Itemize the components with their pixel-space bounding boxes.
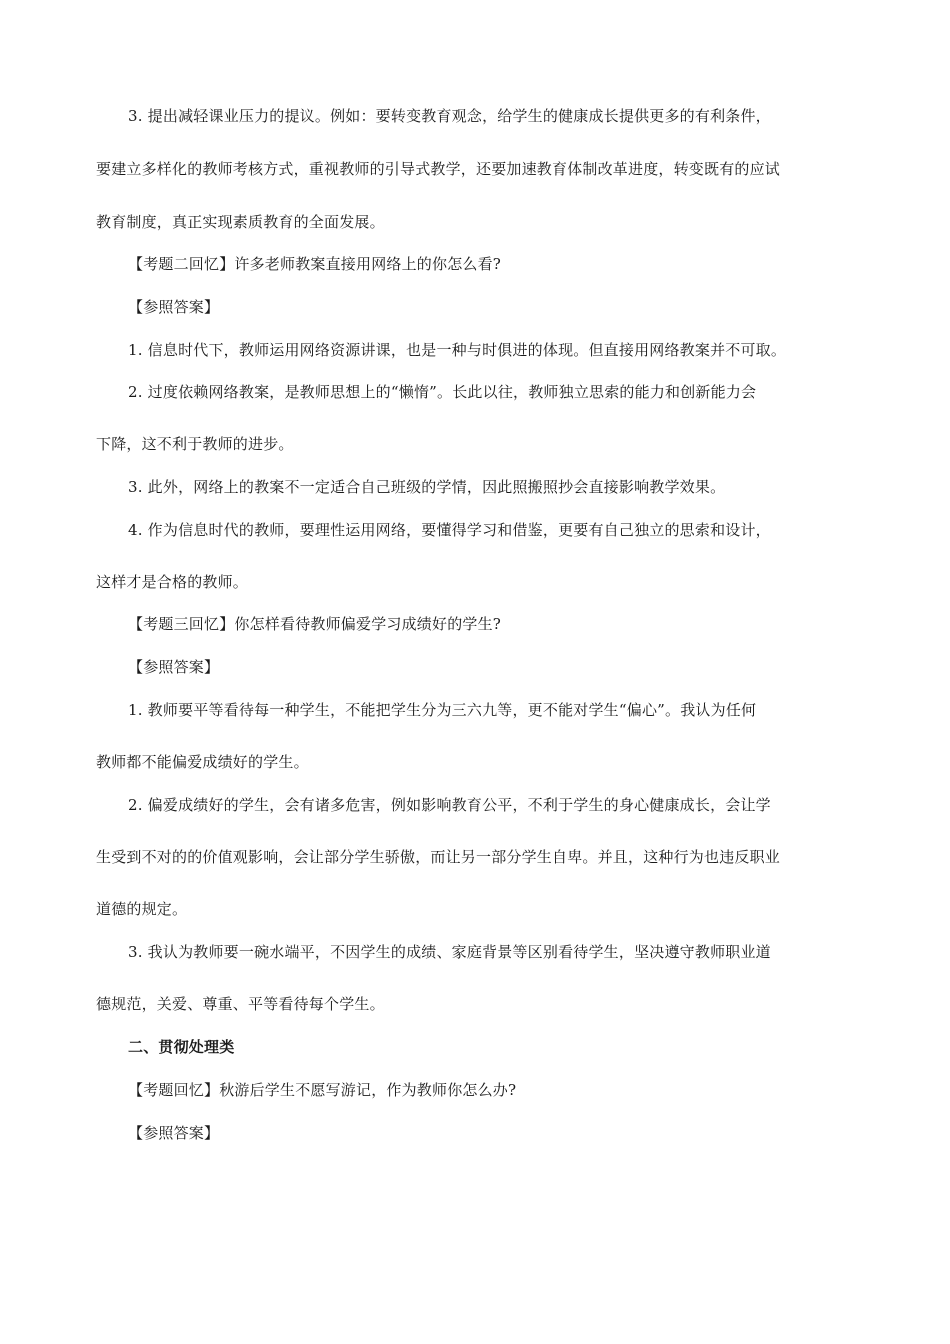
paragraph-line: 教育制度，真正实现素质教育的全面发展。	[96, 213, 385, 231]
paragraph-line: 下降，这不利于教师的进步。	[96, 435, 294, 453]
paragraph-line: 2. 偏爱成绩好的学生，会有诸多危害，例如影响教育公平，不利于学生的身心健康成长，会让学	[128, 796, 771, 814]
paragraph-line: 德规范，关爱、尊重、平等看待每个学生。	[96, 995, 385, 1013]
paragraph-line: 3. 此外，网络上的教案不一定适合自己班级的学情，因此照搬照抄会直接影响教学效果。	[128, 478, 726, 496]
answer-heading: 【参照答案】	[128, 1124, 220, 1142]
question-heading: 【考题回忆】秋游后学生不愿写游记，作为教师你怎么办?	[128, 1081, 517, 1099]
paragraph-line: 3. 我认为教师要一碗水端平，不因学生的成绩、家庭背景等区别看待学生，坚决遵守教师职业道	[128, 943, 771, 961]
answer-heading: 【参照答案】	[128, 298, 220, 316]
question-heading: 【考题二回忆】许多老师教案直接用网络上的你怎么看?	[128, 255, 502, 273]
paragraph-line: 4. 作为信息时代的教师，要理性运用网络，要懂得学习和借鉴，更要有自己独立的思索和设计，	[128, 521, 771, 539]
question-heading: 【考题三回忆】你怎样看待教师偏爱学习成绩好的学生?	[128, 615, 502, 633]
paragraph-line: 生受到不对的的价值观影响，会让部分学生骄傲，而让另一部分学生自卑。并且，这种行为也违反职业	[96, 848, 781, 866]
paragraph-line: 1. 信息时代下，教师运用网络资源讲课，也是一种与时俱进的体现。但直接用网络教案并不可取。	[128, 341, 787, 359]
answer-heading: 【参照答案】	[128, 658, 220, 676]
section-heading: 二、贯彻处理类	[128, 1038, 235, 1056]
paragraph-line: 1. 教师要平等看待每一种学生，不能把学生分为三六九等，更不能对学生“偏心”。我认为任何	[128, 701, 757, 719]
paragraph-line: 要建立多样化的教师考核方式，重视教师的引导式教学，还要加速教育体制改革进度，转变既有的应试	[96, 160, 781, 178]
paragraph-line: 道德的规定。	[96, 900, 188, 918]
paragraph-line: 这样才是合格的教师。	[96, 573, 249, 591]
paragraph-line: 教师都不能偏爱成绩好的学生。	[96, 753, 309, 771]
paragraph-line: 2. 过度依赖网络教案，是教师思想上的“懒惰”。长此以往，教师独立思索的能力和创新能力会	[128, 383, 757, 401]
paragraph-line: 3. 提出减轻课业压力的提议。例如：要转变教育观念，给学生的健康成长提供更多的有利条件，	[128, 107, 771, 125]
